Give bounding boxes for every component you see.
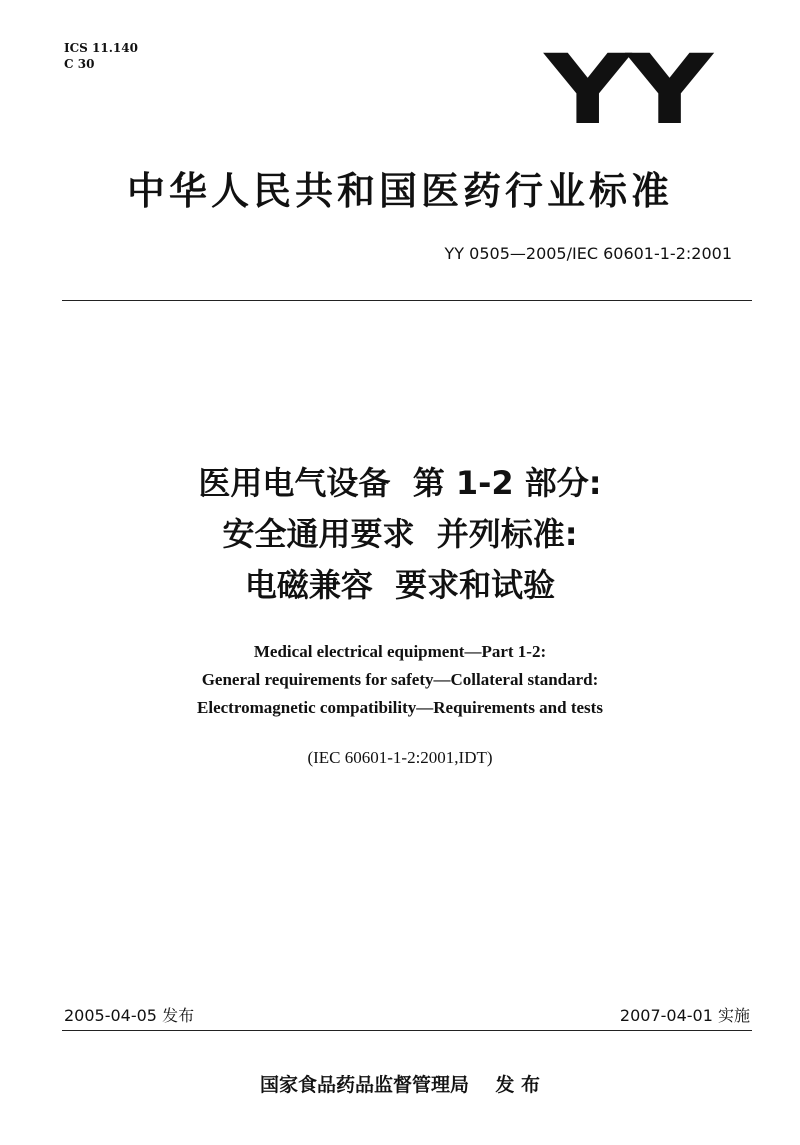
classification-codes [64,40,138,72]
implementation-date: 2007-04-01 实施 [619,1006,750,1025]
issue-date: 2005-04-05 发布 [64,1006,195,1025]
chinese-title-line-2: 安全通用要求 并列标准: [222,515,578,553]
chinese-title-line-1: 医用电气设备 第 1-2 部分: [198,464,602,502]
bottom-divider [62,1030,752,1031]
yy-standard-logo: YY [544,34,708,146]
standard-category-title: 中华人民共和国医药行业标准 [126,169,673,213]
chinese-title [0,458,800,611]
publisher: 国家食品药品监督管理局 发 布 [259,1074,541,1096]
equivalence-note: (IEC 60601-1-2:2001,IDT) [307,748,493,767]
ics-code: ICS 11.140 [64,41,138,55]
english-title-line-3: Electromagnetic compatibility—Requirements and tests [197,698,603,717]
standard-number: YY 0505—2005/IEC 60601-1-2:2001 [444,244,732,263]
english-title-line-1: Medical electrical equipment—Part 1-2: [253,642,547,661]
top-divider [62,300,752,301]
english-title [0,638,800,722]
chinese-title-line-3: 电磁兼容 要求和试验 [244,566,556,604]
ccs-code: C 30 [64,57,95,71]
english-title-line-2: General requirements for safety—Collateral standard: [201,670,599,689]
